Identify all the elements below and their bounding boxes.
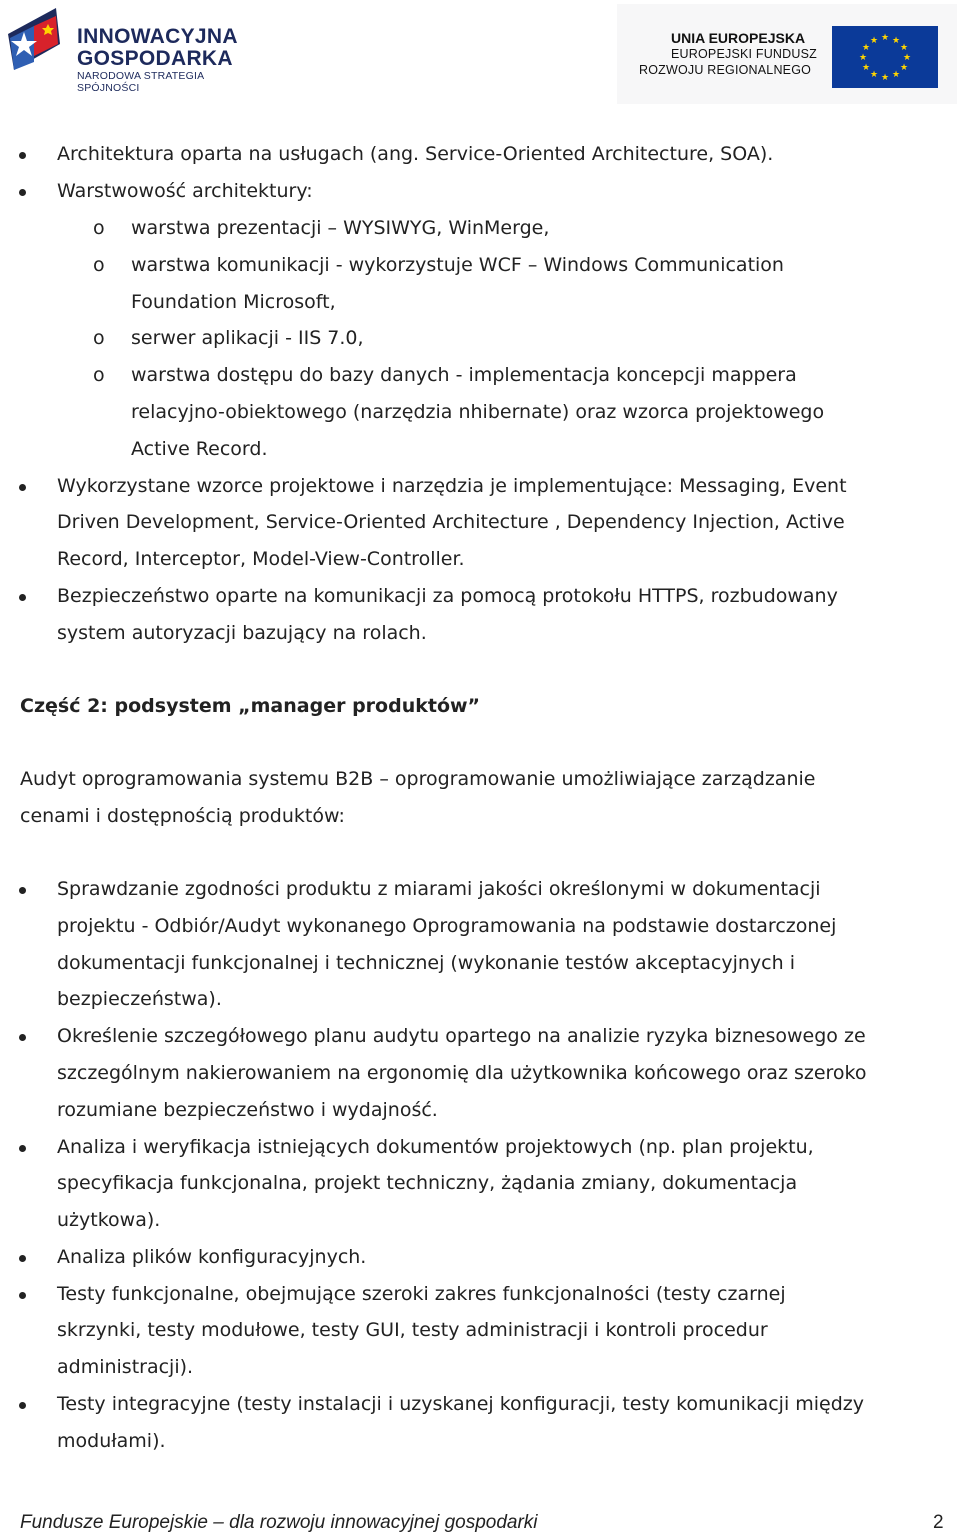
list-item-continuation: Record, Interceptor, Model-View-Controller. <box>57 548 465 570</box>
bullet-icon <box>19 1292 29 1302</box>
bullet-icon <box>19 1402 29 1412</box>
sub-bullet-marker: o <box>93 364 105 386</box>
list-item: Wykorzystane wzorce projektowe i narzędzia je implementujące: Messaging, Event <box>57 475 847 497</box>
section-heading: Część 2: podsystem „manager produktów” <box>20 695 481 717</box>
paragraph-line: Audyt oprogramowania systemu B2B – oprogramowanie umożliwiające zarządzanie <box>20 768 816 790</box>
bullet-icon <box>19 1034 29 1044</box>
bullet-icon <box>19 189 29 199</box>
logo-line-2: GOSPODARKA <box>77 47 233 70</box>
sub-list-item-continuation: Active Record. <box>131 438 268 460</box>
sub-list-item: serwer aplikacji - IIS 7.0, <box>131 327 364 349</box>
list-item-continuation: modułami). <box>57 1430 166 1452</box>
svg-text:★: ★ <box>869 70 879 80</box>
sub-list-item: warstwa prezentacji – WYSIWYG, WinMerge, <box>131 217 550 239</box>
bullet-icon <box>19 887 29 897</box>
list-item: Warstwowość architektury: <box>57 180 313 202</box>
eu-flag-icon <box>832 26 938 88</box>
list-item: Architektura oparta na usługach (ang. Service-Oriented Architecture, SOA). <box>57 143 774 165</box>
bullet-icon <box>19 1255 29 1265</box>
list-item: Bezpieczeństwo oparte na komunikacji za pomocą protokołu HTTPS, rozbudowany <box>57 585 838 607</box>
list-item: Określenie szczegółowego planu audytu opartego na analizie ryzyka biznesowego ze <box>57 1025 866 1047</box>
list-item: Testy integracyjne (testy instalacji i uzyskanej konfiguracji, testy komunikacji między <box>57 1393 865 1415</box>
logo-line-3: NARODOWA STRATEGIA SPÓJNOŚCI <box>77 70 204 94</box>
svg-text:★: ★ <box>858 53 868 63</box>
sub-list-item: warstwa dostępu do bazy danych - implementacja koncepcji mappera <box>131 364 797 386</box>
list-item: Sprawdzanie zgodności produktu z miarami jakości określonymi w dokumentacji <box>57 878 821 900</box>
list-item-continuation: rozumiane bezpieczeństwo i wydajność. <box>57 1099 438 1121</box>
sub-list-item-continuation: Foundation Microsoft, <box>131 291 336 313</box>
list-item-continuation: skrzynki, testy modułowe, testy GUI, testy administracji i kontroli procedur <box>57 1319 768 1341</box>
eu-logo-line-2: EUROPEJSKI FUNDUSZ <box>671 47 817 61</box>
svg-text:★: ★ <box>891 70 901 80</box>
eu-logo-line-1: UNIA EUROPEJSKA <box>671 30 806 46</box>
list-item-continuation: dokumentacji funkcjonalnej i technicznej (wykonanie testów akceptacyjnych i <box>57 952 795 974</box>
innowacyjna-gospodarka-logo <box>4 4 266 94</box>
list-item-continuation: użytkowa). <box>57 1209 161 1231</box>
svg-text:★: ★ <box>899 63 909 73</box>
list-item-continuation: szczególnym nakierowaniem na ergonomię dla użytkownika końcowego oraz szeroko <box>57 1062 867 1084</box>
list-item: Analiza plików konfiguracyjnych. <box>57 1246 367 1268</box>
svg-text:★: ★ <box>861 43 871 53</box>
list-item: Analiza i weryfikacja istniejących dokumentów projektowych (np. plan projektu, <box>57 1136 814 1158</box>
logo-line-1: INNOWACYJNA <box>77 25 238 48</box>
svg-text:★: ★ <box>880 33 890 43</box>
eu-logo-line-3: ROZWOJU REGIONALNEGO <box>639 63 812 77</box>
list-item: Testy funkcjonalne, obejmujące szeroki zakres funkcjonalności (testy czarnej <box>57 1283 786 1305</box>
svg-text:★: ★ <box>902 53 912 63</box>
list-item-continuation: administracji). <box>57 1356 194 1378</box>
list-item-continuation: bezpieczeństwa). <box>57 988 222 1010</box>
footer-text: Fundusze Europejskie – dla rozwoju innowacyjnej gospodarki <box>20 1512 538 1533</box>
sub-list-item-continuation: relacyjno-obiektowego (narzędzia nhibernate) oraz wzorca projektowego <box>131 401 825 423</box>
svg-text:★: ★ <box>891 36 901 46</box>
svg-text:★: ★ <box>899 43 909 53</box>
sub-bullet-marker: o <box>93 254 105 276</box>
sub-list-item: warstwa komunikacji - wykorzystuje WCF – Windows Communication <box>131 254 784 276</box>
flag-star-icon <box>4 4 66 88</box>
sub-bullet-marker: o <box>93 217 105 239</box>
bullet-icon <box>19 152 29 162</box>
list-item-continuation: projektu - Odbiór/Audyt wykonanego Oprogramowania na podstawie dostarczonej <box>57 915 837 937</box>
bullet-icon <box>19 484 29 494</box>
list-item-continuation: system autoryzacji bazujący na rolach. <box>57 622 427 644</box>
list-item-continuation: specyfikacja funkcjonalna, projekt techniczny, żądania zmiany, dokumentacja <box>57 1172 798 1194</box>
bullet-icon <box>19 1145 29 1155</box>
eu-fund-logo <box>617 4 957 104</box>
paragraph-line: cenami i dostępnością produktów: <box>20 805 345 827</box>
page-number: 2 <box>933 1512 944 1533</box>
bullet-icon <box>19 594 29 604</box>
sub-bullet-marker: o <box>93 327 105 349</box>
svg-text:★: ★ <box>861 63 871 73</box>
list-item-continuation: Driven Development, Service-Oriented Architecture , Dependency Injection, Active <box>57 511 845 533</box>
svg-text:★: ★ <box>880 73 890 83</box>
svg-text:★: ★ <box>869 36 879 46</box>
